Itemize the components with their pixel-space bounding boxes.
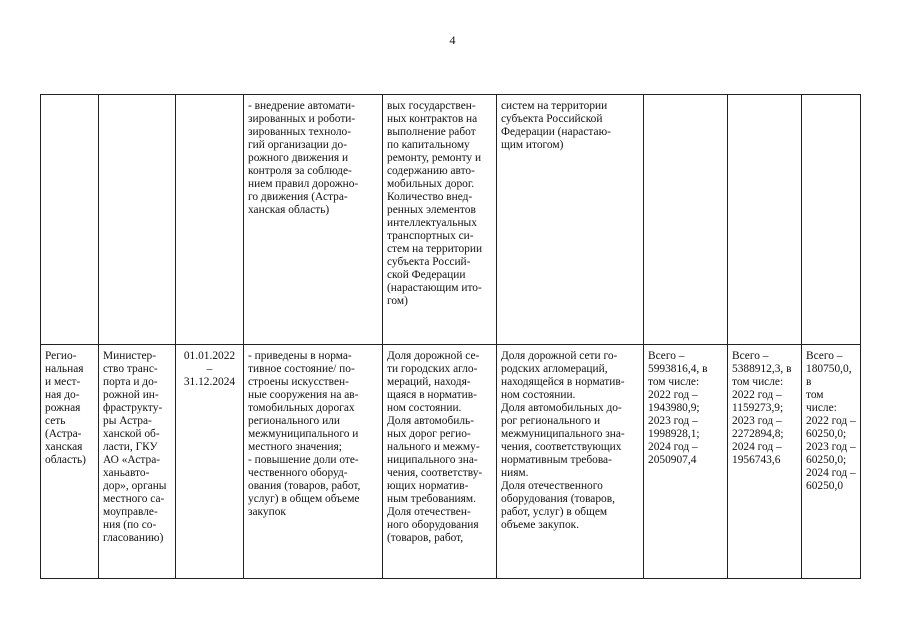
cell-text-line: межмуниципального и	[248, 428, 359, 440]
cell-text-line: 1159273,9;	[732, 402, 784, 414]
cell-text-line: моуправле-	[103, 506, 158, 518]
cell-text-line: (Астра-	[45, 428, 82, 440]
cell-text-line: 60250,0;	[806, 454, 847, 466]
cell-text-line: местного са-	[103, 493, 165, 505]
cell-text-line: ство транс-	[103, 363, 158, 375]
cell-text-line: ры Астра-	[103, 415, 152, 427]
cell-text-line: Доля дорожной сети го-	[501, 350, 618, 362]
cell-text-line: 60250,0;	[806, 428, 847, 440]
cell-text-line: гласованию)	[103, 532, 164, 544]
cell-text-line: ных дорог регио-	[387, 428, 471, 440]
cell-r2-c4	[244, 345, 383, 579]
cell-text-line: ным требованиям.	[387, 493, 476, 505]
program-table	[40, 94, 861, 579]
cell-text-line: межмуниципального зна-	[501, 428, 625, 440]
cell-text-line: - повышение доли оте-	[248, 454, 359, 466]
cell-text-line: область)	[45, 454, 86, 466]
cell-text-line: го движения (Астра-	[248, 191, 348, 203]
cell-text-line: гий организации до-	[248, 139, 347, 151]
table-row	[41, 345, 861, 579]
cell-text-line: ных контрактов на	[387, 113, 478, 125]
cell-text-line: 2023 год –	[648, 415, 698, 427]
cell-r2-c7	[644, 345, 728, 579]
cell-text-line: 2024 год –	[732, 441, 782, 453]
cell-text-line: 2023 год –	[732, 415, 782, 427]
cell-text-line: ти городских агло-	[387, 363, 478, 375]
cell-r1-c5	[383, 95, 497, 345]
cell-text-line: чения, соответствующих	[501, 441, 622, 453]
cell-text-line: щим итогом)	[501, 139, 564, 151]
cell-text-line: Доля дорожной се-	[387, 350, 480, 362]
cell-text-line: услуг) в общем объеме	[248, 493, 360, 505]
cell-text-line: ханской об-	[103, 428, 160, 440]
cell-text-line: стем на территории	[387, 243, 483, 255]
cell-text-line: субъекта Россий-	[387, 256, 471, 268]
cell-text-line: - внедрение автомати-	[248, 100, 355, 112]
cell-text-line: Всего –	[806, 350, 843, 362]
cell-text-line: 180750,0, в	[806, 363, 852, 388]
table-row	[41, 95, 861, 345]
cell-text-line: Доля отечественного	[501, 480, 603, 492]
cell-r2-c6	[497, 345, 644, 579]
cell-r1-c4	[244, 95, 383, 345]
cell-text-line: щаяся в норматив-	[387, 389, 477, 401]
cell-text-line: Доля отечествен-	[387, 506, 471, 518]
cell-text-line: сеть	[45, 415, 66, 427]
cell-text-line: контроля за соблюде-	[248, 165, 352, 177]
cell-text-line: Доля автомобиль-	[387, 415, 475, 427]
cell-text-line: нального и межму-	[387, 441, 480, 453]
cell-text-line: ном состоянии.	[387, 402, 462, 414]
cell-r1-c7	[644, 95, 728, 345]
cell-text-line: 1956743,6	[732, 454, 781, 466]
cell-r1-c8	[728, 95, 802, 345]
cell-r2-c5	[383, 345, 497, 579]
cell-text-line: систем на территории	[501, 100, 608, 112]
cell-text-line: по капитальному	[387, 139, 470, 151]
cell-text-line: Доля автомобильных до-	[501, 402, 622, 414]
cell-text-line: закупок	[248, 506, 286, 518]
cell-text-line: - приведены в норма-	[248, 350, 352, 362]
cell-text-line: 1998928,1;	[648, 428, 700, 440]
cell-text-line: ханьавто-	[103, 467, 150, 479]
cell-text-line: (товаров, работ,	[387, 532, 464, 544]
cell-text-line: 2272894,8;	[732, 428, 784, 440]
cell-text-line: 2024 год –	[648, 441, 698, 453]
cell-text-line: дор», органы	[103, 480, 167, 492]
cell-r2-c2	[99, 345, 176, 579]
cell-text-line: интеллектуальных	[387, 217, 477, 229]
cell-r2-c1	[41, 345, 99, 579]
cell-text-line: 5388912,3, в	[732, 363, 792, 375]
cell-text-line: чественного оборуд-	[248, 467, 348, 479]
cell-text-line: ханская	[45, 441, 83, 453]
cell-r2-c9	[802, 345, 861, 579]
cell-text-line: содержанию авто-	[387, 165, 475, 177]
cell-text-line: том числе:	[806, 389, 837, 414]
page-number: 4	[449, 33, 456, 47]
cell-text-line: Всего –	[648, 350, 685, 362]
cell-text-line: томобильных дорогах	[248, 402, 355, 414]
cell-text-line: –	[206, 363, 213, 375]
cell-text-line: 2050907,4	[648, 454, 697, 466]
cell-text-line: мераций, находя-	[387, 376, 471, 388]
cell-text-line: 2022 год –	[648, 389, 698, 401]
cell-text-line: строены искусствен-	[248, 376, 349, 388]
cell-r1-c6	[497, 95, 644, 345]
cell-text-line: Федерации (нарастаю-	[501, 126, 611, 138]
cell-text-line: ования (товаров, работ,	[248, 480, 361, 492]
cell-text-line: 2023 год –	[806, 441, 856, 453]
cell-text-line: гом)	[387, 295, 408, 307]
cell-text-line: 31.12.2024	[183, 376, 236, 388]
cell-text-line: ющих норматив-	[387, 480, 469, 492]
cell-r2-c3	[176, 345, 244, 579]
cell-text-line: транспортных си-	[387, 230, 474, 242]
cell-text-line: рог регионального и	[501, 415, 601, 427]
cell-text-line: ренных элементов	[387, 204, 476, 216]
cell-text-line: том числе:	[732, 376, 784, 388]
cell-text-line: ханская область)	[248, 204, 330, 216]
cell-r1-c2	[99, 95, 176, 345]
cell-text-line: Регио-	[45, 350, 77, 362]
cell-text-line: зированных техноло-	[248, 126, 352, 138]
cell-text-line: чения, соответству-	[387, 467, 483, 479]
cell-text-line: ния (по со-	[103, 519, 157, 531]
cell-text-line: фраструкту-	[103, 402, 163, 414]
cell-text-line: и мест-	[45, 376, 81, 388]
cell-text-line: нальная	[45, 363, 84, 375]
cell-text-line: нормативным требова-	[501, 454, 612, 466]
cell-text-line: вых государствен-	[387, 100, 476, 112]
cell-text-line: Министер-	[103, 350, 156, 362]
cell-text-line: ном состоянии.	[501, 389, 576, 401]
cell-text-line: ласти, ГКУ	[103, 441, 158, 453]
cell-text-line: рожной ин-	[103, 389, 159, 401]
cell-r1-c9	[802, 95, 861, 345]
cell-text-line: порта и до-	[103, 376, 158, 388]
cell-text-line: мобильных дорог.	[387, 178, 475, 190]
cell-text-line: зированных и роботи-	[248, 113, 356, 125]
cell-r1-c1	[41, 95, 99, 345]
cell-text-line: том числе:	[648, 376, 700, 388]
cell-text-line: Всего –	[732, 350, 769, 362]
cell-text-line: рожная	[45, 402, 81, 414]
cell-text-line: 2022 год –	[732, 389, 782, 401]
cell-r1-c3	[176, 95, 244, 345]
cell-text-line: выполнение работ	[387, 126, 476, 138]
cell-text-line: ная до-	[45, 389, 80, 401]
cell-text-line: АО «Астра-	[103, 454, 161, 466]
cell-r2-c8	[728, 345, 802, 579]
cell-text-line: рожного движения и	[248, 152, 349, 164]
cell-text-line: Количество внед-	[387, 191, 473, 203]
cell-text-line: ниципального зна-	[387, 454, 478, 466]
cell-text-line: работ, услуг) в общем	[501, 506, 608, 518]
cell-text-line: 1943980,9;	[648, 402, 700, 414]
cell-text-line: ниям.	[501, 467, 529, 479]
cell-text-line: ской Федерации	[387, 269, 466, 281]
cell-text-line: объеме закупок.	[501, 519, 580, 531]
cell-text-line: ные сооружения на ав-	[248, 389, 359, 401]
cell-text-line: нием правил дорожно-	[248, 178, 359, 190]
cell-text-line: субъекта Российской	[501, 113, 603, 125]
cell-text-line: находящейся в норматив-	[501, 376, 625, 388]
cell-text-line: 01.01.2022	[183, 350, 236, 362]
cell-text-line: ремонту, ремонту и	[387, 152, 482, 164]
cell-text-line: тивное состояние/ по-	[248, 363, 355, 375]
cell-text-line: местного значения;	[248, 441, 342, 453]
cell-text-line: оборудования (товаров,	[501, 493, 615, 505]
cell-text-line: 2024 год –	[806, 467, 856, 479]
cell-text-line: 60250,0	[806, 480, 844, 492]
cell-text-line: регионального или	[248, 415, 340, 427]
cell-text-line: 5993816,4, в	[648, 363, 708, 375]
cell-text-line: (нарастающим ито-	[387, 282, 482, 294]
cell-text-line: 2022 год –	[806, 415, 856, 427]
cell-text-line: родских агломераций,	[501, 363, 608, 375]
cell-text-line: ного оборудования	[387, 519, 479, 531]
